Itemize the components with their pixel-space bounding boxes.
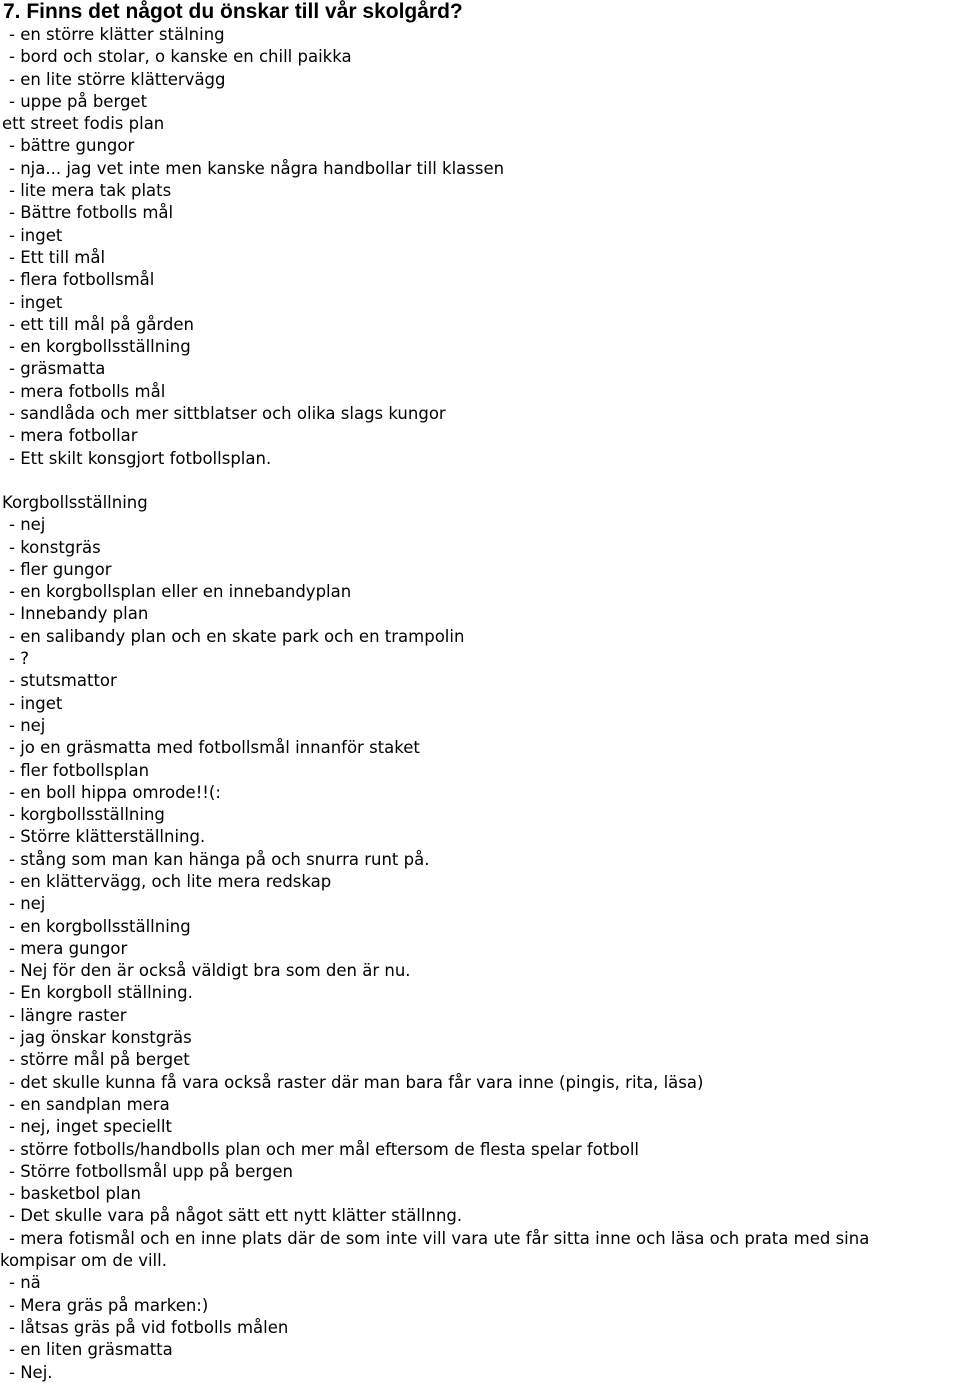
answer-item: - mera fotbollar xyxy=(9,426,138,446)
answer-item: - fler fotbollsplan xyxy=(9,760,150,780)
answer-item: - fler gungor xyxy=(9,559,112,579)
answer-item: - lite mera tak plats xyxy=(9,181,172,201)
answer-item: - En korgboll ställning. xyxy=(9,983,193,1003)
question-title: 7. Finns det något du önskar till vår skolgård? xyxy=(3,0,463,23)
answer-heading: Korgbollsställning xyxy=(2,492,148,512)
answer-item: - mera fotbolls mål xyxy=(9,381,166,401)
blank-line xyxy=(0,470,960,492)
answer-item: - en korgbollsplan eller en innebandyplan xyxy=(9,582,352,602)
answer-item: - Större fotbollsmål upp på bergen xyxy=(9,1161,293,1181)
answer-item: - en sandplan mera xyxy=(9,1094,170,1114)
answer-item-wrapped xyxy=(0,1228,960,1273)
answer-item: - Det skulle vara på något sätt ett nytt klätter ställnng. xyxy=(9,1206,463,1226)
answer-item: - en liten gräsmatta xyxy=(9,1340,173,1360)
answer-item: - nej xyxy=(9,715,46,735)
answer-item: - jag önskar konstgräs xyxy=(9,1028,192,1048)
answer-item: - en korgbollsställning xyxy=(9,337,191,357)
answer-item: - konstgräs xyxy=(9,537,101,557)
answer-item: - Bättre fotbolls mål xyxy=(9,203,174,223)
answer-item: - Nej för den är också väldigt bra som den är nu. xyxy=(9,961,411,981)
answer-item: - större mål på berget xyxy=(9,1050,190,1070)
answer-item: - korgbollsställning xyxy=(9,805,165,825)
answer-item: - nej xyxy=(9,894,46,914)
answer-item: - längre raster xyxy=(9,1005,127,1025)
answer-list xyxy=(0,24,960,1384)
answer-item: - en lite större klättervägg xyxy=(9,69,226,89)
answer-item: - ett till mål på gården xyxy=(9,314,195,334)
answer-item: - ? xyxy=(9,649,29,669)
answer-item: - bord och stolar, o kanske en chill paikka xyxy=(9,47,352,67)
answer-item: - sandlåda och mer sittblatser och olika slags kungor xyxy=(9,404,446,424)
answer-item: - inget xyxy=(9,225,63,245)
answer-item: - inget xyxy=(9,693,63,713)
answer-item: - basketbol plan xyxy=(9,1184,141,1204)
answer-item: - en klättervägg, och lite mera redskap xyxy=(9,871,332,891)
answer-item: - flera fotbollsmål xyxy=(9,270,155,290)
answer-item: - nja... jag vet inte men kanske några handbollar till klassen xyxy=(9,158,505,178)
answer-item: - uppe på berget xyxy=(9,91,148,111)
answer-item: - nä xyxy=(9,1273,41,1293)
answer-item: - inget xyxy=(9,292,63,312)
answer-line: - mera fotismål och en inne plats där de som inte vill vara ute får sitta inne och läsa och prata med sina xyxy=(9,1228,870,1248)
answer-item: - Nej. xyxy=(9,1362,53,1382)
answer-item: - det skulle kunna få vara också raster där man bara får vara inne (pingis, rita, läsa) xyxy=(9,1072,704,1092)
answer-item: ett street fodis plan xyxy=(2,114,165,134)
answer-item: - en boll hippa omrode!!(: xyxy=(9,782,221,802)
answer-item: - Ett till mål xyxy=(9,247,106,267)
answer-line: kompisar om de vill. xyxy=(0,1251,167,1271)
answer-item: - nej, inget speciellt xyxy=(9,1117,172,1137)
answer-item: - en större klätter stälning xyxy=(9,25,225,44)
answer-item: - Innebandy plan xyxy=(9,604,149,624)
answer-item: - mera gungor xyxy=(9,938,128,958)
answer-item: - bättre gungor xyxy=(9,136,135,156)
answer-item: - en korgbollsställning xyxy=(9,916,191,936)
answer-item: - gräsmatta xyxy=(9,359,106,379)
answer-item: - nej xyxy=(9,515,46,535)
answer-item: - låtsas gräs på vid fotbolls målen xyxy=(9,1317,289,1337)
answer-item: - Mera gräs på marken:) xyxy=(9,1295,209,1315)
answer-item: - Ett skilt konsgjort fotbollsplan. xyxy=(9,448,272,468)
answer-item: - en salibandy plan och en skate park och en trampolin xyxy=(9,626,465,646)
answer-item: - stutsmattor xyxy=(9,671,117,691)
answer-item: - Större klätterställning. xyxy=(9,827,206,847)
answer-item: - större fotbolls/handbolls plan och mer mål eftersom de flesta spelar fotboll xyxy=(9,1139,639,1159)
answer-item: - jo en gräsmatta med fotbollsmål innanför staket xyxy=(9,738,420,758)
answer-item: - stång som man kan hänga på och snurra runt på. xyxy=(9,849,430,869)
